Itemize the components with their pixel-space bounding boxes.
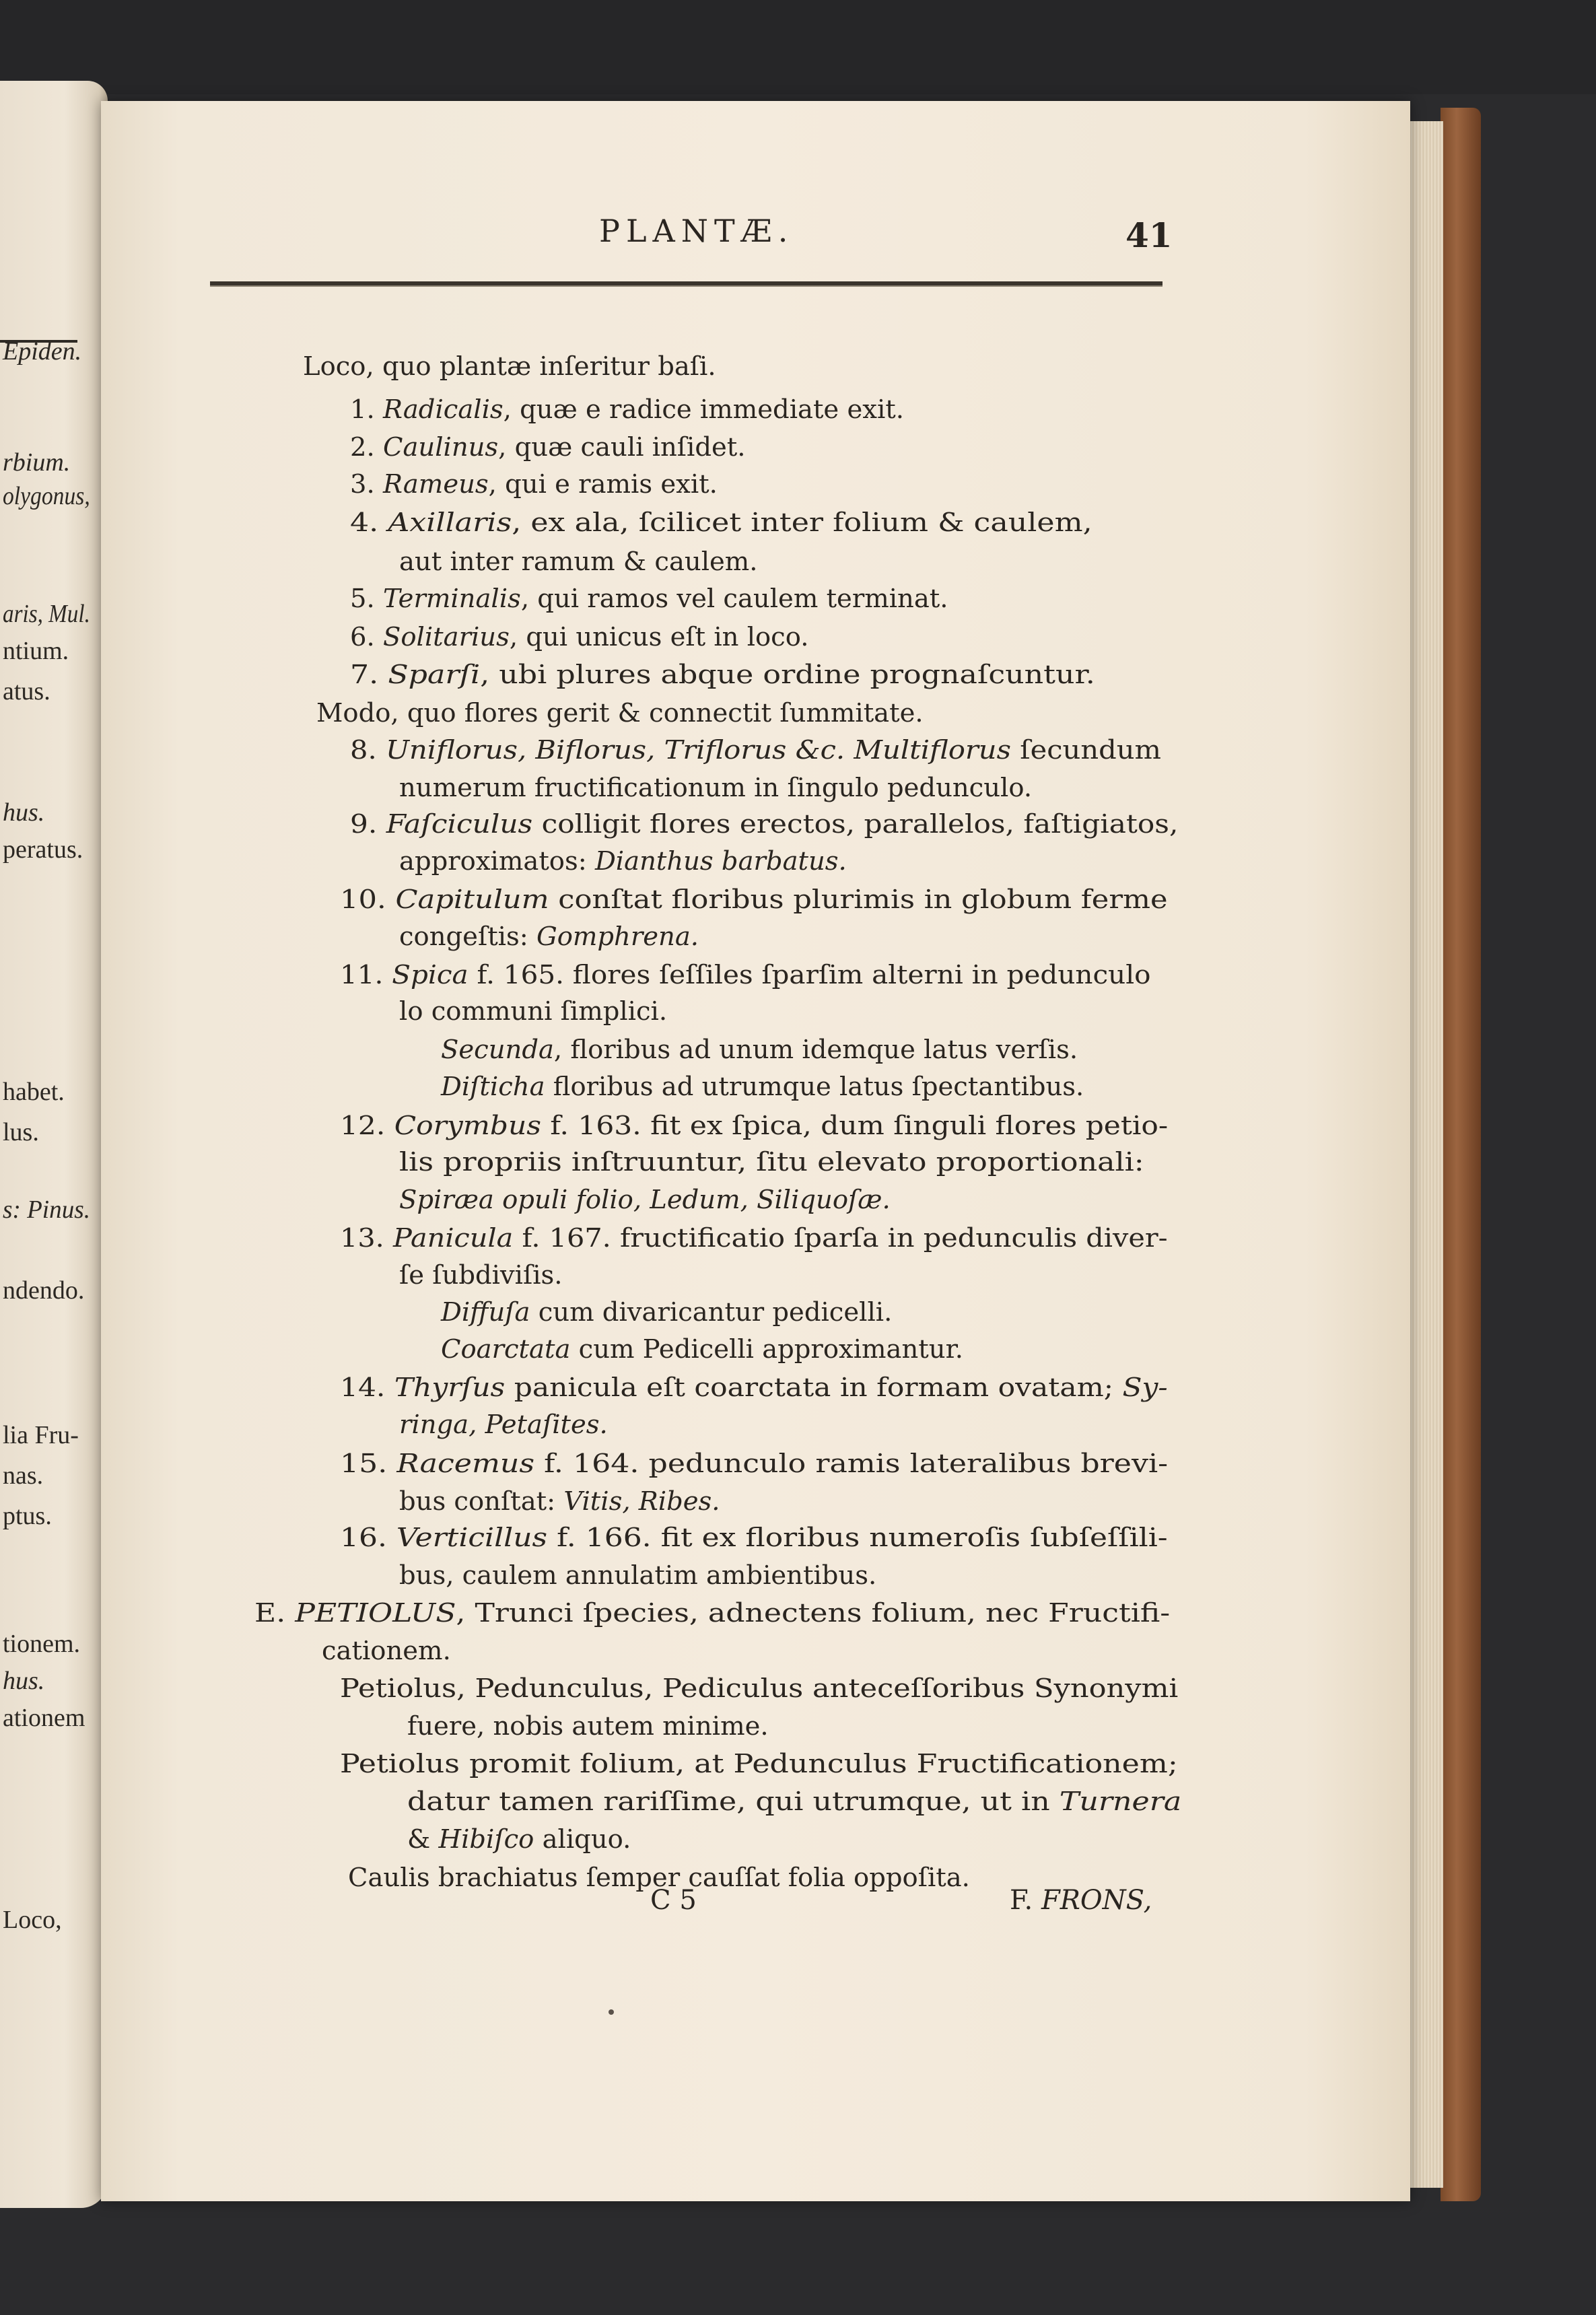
text-run: aut inter ramum & caulem. — [399, 547, 758, 577]
catchword-text: FRONS, — [1041, 1885, 1152, 1916]
text-run: 5. — [350, 584, 383, 614]
text-run: cum divaricantur pedicelli. — [530, 1297, 893, 1327]
text-line — [350, 431, 746, 464]
text-run: lis propriis inſtruuntur, ſitu elevato proportionali: — [399, 1147, 1144, 1177]
text-run: 8. — [350, 735, 386, 765]
text-run: Petiolus, Pedunculus, Pediculus anteceſſoribus Synonymi — [340, 1673, 1179, 1704]
text-line — [340, 1222, 1168, 1255]
facing-page-fragment: lus. — [3, 1118, 39, 1146]
text-line — [350, 393, 904, 427]
text-run: f. 167. fructificatio ſparſa in pedunculis diver- — [513, 1223, 1168, 1253]
italic-run: Spiræa opuli folio, Ledum, Siliquoſæ. — [399, 1185, 891, 1215]
italic-run: Hibiſco — [438, 1824, 534, 1855]
text-run: Petiolus promit folium, at Pedunculus Fructificationem; — [340, 1749, 1178, 1779]
italic-run: Corymbus — [394, 1111, 541, 1141]
italic-run: Sy- — [1122, 1373, 1168, 1403]
text-line — [350, 658, 1095, 692]
facing-page-fragment: hus. — [3, 798, 45, 827]
text-run: , quæ e radice immediate exit. — [503, 394, 904, 425]
text-run: floribus ad utrumque latus ſpectantibus. — [545, 1072, 1084, 1102]
text-run: 6. — [350, 622, 383, 652]
page-number: 41 — [1125, 215, 1173, 255]
text-run: , qui unicus eſt in loco. — [509, 622, 809, 652]
text-line — [340, 1447, 1168, 1481]
text-line — [350, 621, 809, 654]
text-run: , ubi plures abque ordine prognaſcuntur. — [480, 660, 1095, 690]
paper-speck — [609, 2009, 614, 2015]
text-run: f. 163. fit ex ſpica, dum ſinguli flores petio- — [541, 1111, 1169, 1141]
text-run: , Trunci ſpecies, adnectens folium, nec Fructifi- — [456, 1598, 1171, 1628]
facing-page-fragment: aris, Mul. — [3, 600, 90, 628]
text-line — [407, 1785, 1181, 1819]
text-line — [340, 1748, 1178, 1781]
catchword-prefix: F. — [1010, 1885, 1041, 1916]
book-cover-edge — [1441, 108, 1481, 2201]
text-run: 1. — [350, 394, 383, 425]
text-line — [399, 1408, 608, 1442]
italic-run: Secunda — [441, 1035, 554, 1065]
text-run: E. — [254, 1598, 296, 1628]
running-title: PLANTÆ. — [599, 213, 794, 249]
text-run: congeſtis: — [399, 922, 536, 952]
background — [0, 0, 1596, 94]
italic-run: Caulinus — [382, 432, 499, 462]
text-run: panicula eſt coarctata in formam ovatam; — [505, 1373, 1123, 1403]
italic-run: Capitulum — [395, 885, 549, 915]
text-line — [350, 582, 948, 616]
facing-page-fragment: atus. — [3, 677, 50, 705]
text-line — [316, 697, 924, 730]
italic-run: Diffuſa — [441, 1297, 530, 1327]
header-rule — [210, 281, 1163, 287]
italic-run: Racemus — [396, 1449, 535, 1479]
text-run: 12. — [340, 1111, 394, 1141]
text-line — [441, 1070, 1084, 1104]
text-run: , ex ala, ſcilicet inter folium & caulem, — [512, 508, 1092, 538]
italic-run: Turnera — [1059, 1787, 1182, 1817]
text-line — [350, 506, 1092, 540]
text-line — [322, 1634, 451, 1668]
italic-run: Verticillus — [396, 1523, 548, 1553]
text-run: colligit flores erectos, parallelos, faſtigiatos, — [532, 809, 1179, 839]
italic-run: Uniflorus, Biflorus, Triflorus &c. Multiflorus — [385, 735, 1011, 765]
text-run: 15. — [340, 1449, 397, 1479]
text-run: 9. — [350, 809, 386, 839]
text-run: Modo, quo flores gerit & connectit ſummitate. — [316, 698, 924, 728]
facing-page-fragment: nas. — [3, 1461, 44, 1490]
text-run: ſe ſubdiviſis. — [399, 1260, 563, 1290]
text-line — [399, 920, 699, 954]
facing-page-fragment: olygonus, — [3, 482, 90, 510]
facing-page-fragment: ptus. — [3, 1502, 52, 1530]
text-line — [441, 1296, 892, 1329]
text-line — [340, 1109, 1168, 1143]
text-run: cationem. — [322, 1636, 451, 1666]
facing-page-fragment: hus. — [3, 1667, 45, 1695]
text-run: conſtat floribus plurimis in globum ferme — [549, 885, 1168, 915]
italic-run: Spica — [392, 960, 469, 990]
text-line — [340, 1521, 1168, 1555]
italic-run: Gomphrena. — [536, 922, 699, 952]
text-run: 10. — [340, 885, 396, 915]
signature-mark: C 5 — [650, 1885, 697, 1916]
facing-page-fragment: rbium. — [3, 448, 71, 477]
text-run: approximatos: — [399, 846, 595, 876]
text-run: f. 164. pedunculo ramis lateralibus brevi- — [534, 1449, 1169, 1479]
text-line — [350, 734, 1161, 767]
text-run: f. 165. flores ſeſſiles ſparſim alterni in pedunculo — [468, 960, 1151, 990]
text-run: 11. — [340, 960, 392, 990]
text-line — [350, 468, 718, 502]
text-line — [340, 1371, 1168, 1405]
italic-run: PETIOLUS — [295, 1598, 456, 1628]
text-run: 14. — [340, 1373, 394, 1403]
text-run: 16. — [340, 1523, 396, 1553]
text-line — [303, 350, 716, 384]
text-run: 7. — [350, 660, 388, 690]
facing-page-fragment: ationem — [3, 1704, 85, 1732]
italic-run: Radicalis — [382, 394, 504, 425]
text-line — [340, 1672, 1178, 1706]
text-line — [340, 883, 1168, 917]
italic-run: Dianthus barbatus. — [594, 846, 847, 876]
italic-run: Faſciculus — [386, 809, 533, 839]
text-line — [399, 771, 1032, 805]
italic-run: Thyrſus — [394, 1373, 506, 1403]
text-run: 4. — [350, 508, 388, 538]
text-run: , qui ramos vel caulem terminat. — [520, 584, 948, 614]
text-run: , quæ cauli inſidet. — [498, 432, 746, 462]
text-run: bus conſtat: — [399, 1486, 564, 1517]
text-run: 13. — [340, 1223, 393, 1253]
italic-run: Solitarius — [382, 622, 510, 652]
facing-page-fragment: lia Fru- — [3, 1421, 79, 1449]
text-line — [399, 1183, 891, 1217]
text-run: datur tamen rariſſime, qui utrumque, ut in — [407, 1787, 1060, 1817]
text-line — [441, 1333, 963, 1367]
italic-run: Coarctata — [441, 1334, 571, 1364]
text-run: Loco, quo plantæ inſeritur baſi. — [303, 351, 716, 382]
text-run: Caulis brachiatus ſemper cauſſat folia oppoſita. — [348, 1863, 970, 1893]
text-line — [407, 1823, 631, 1857]
italic-run: Sparſi — [388, 660, 481, 690]
text-line — [399, 545, 758, 579]
facing-page-fragment: Epiden. — [3, 337, 82, 366]
text-run: 2. — [350, 432, 383, 462]
italic-run: Terminalis — [382, 584, 521, 614]
text-line — [399, 995, 667, 1029]
text-line — [399, 1485, 720, 1519]
text-run: lo communi ſimplici. — [399, 996, 668, 1027]
italic-run: ringa, Petaſites. — [399, 1410, 608, 1440]
text-run: & — [407, 1824, 439, 1855]
text-line — [399, 1559, 876, 1593]
facing-page-fragment: s: Pinus. — [3, 1196, 90, 1224]
facing-page-fragment: habet. — [3, 1078, 65, 1106]
text-line — [399, 1259, 563, 1292]
text-run: bus, caulem annulatim ambientibus. — [399, 1560, 877, 1591]
text-run: f. 166. fit ex floribus numeroſis ſubſeſſili- — [547, 1523, 1168, 1553]
facing-page-fragment: ndendo. — [3, 1276, 85, 1305]
catchword — [1010, 1885, 1152, 1916]
text-run: numerum fructificationum in ſingulo pedunculo. — [399, 773, 1033, 803]
italic-run: Rameus — [382, 469, 489, 499]
italic-run: Diſticha — [441, 1072, 545, 1102]
text-run: aliquo. — [534, 1824, 631, 1855]
text-line — [254, 1597, 1170, 1630]
text-run: ſecundum — [1010, 735, 1161, 765]
text-line — [350, 808, 1178, 841]
text-run: 3. — [350, 469, 383, 499]
text-run: , qui e ramis exit. — [488, 469, 718, 499]
facing-page-fragment: Loco, — [3, 1906, 62, 1934]
text-run: fuere, nobis autem minime. — [407, 1711, 769, 1741]
text-line — [399, 845, 847, 878]
text-line — [340, 959, 1151, 992]
page-block-edge — [1408, 121, 1443, 2188]
text-run: , floribus ad unum idemque latus verſis. — [553, 1035, 1078, 1065]
italic-run: Vitis, Ribes. — [563, 1486, 720, 1517]
italic-run: Axillaris — [388, 508, 512, 538]
italic-run: Panicula — [392, 1223, 514, 1253]
text-line — [441, 1033, 1078, 1067]
text-line — [407, 1710, 769, 1743]
facing-page-fragment: peratus. — [3, 835, 83, 864]
facing-page-fragment: tionem. — [3, 1630, 81, 1658]
facing-page-fragment: ntium. — [3, 637, 69, 665]
text-line — [399, 1146, 1144, 1179]
text-run: cum Pedicelli approximantur. — [570, 1334, 963, 1364]
